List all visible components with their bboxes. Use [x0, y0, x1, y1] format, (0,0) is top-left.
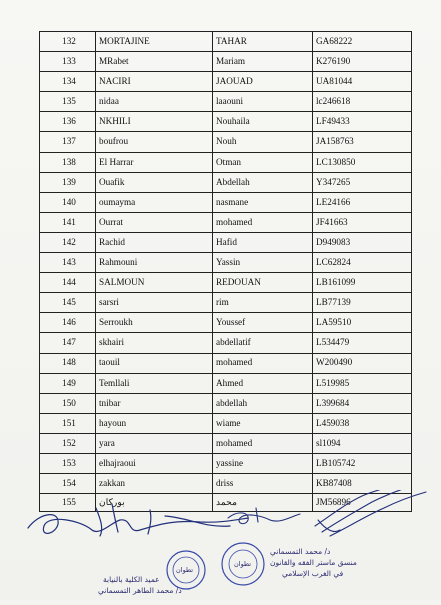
id-number-cell: LB77139: [313, 293, 412, 313]
first-name-cell: mohamed: [213, 433, 313, 453]
id-number-cell: L534479: [313, 333, 412, 353]
first-name-cell: محمد: [213, 494, 313, 512]
num-cell: 153: [40, 453, 96, 473]
table-row: [40, 413, 412, 433]
left-seal-city: تطوان: [176, 566, 194, 574]
id-number-cell: LC62824: [313, 253, 412, 273]
last-name-cell: tnibar: [96, 393, 213, 413]
num-cell: 142: [40, 232, 96, 252]
last-name-cell: El Harrar: [96, 152, 213, 172]
coordinator-name: د/ محمد التمسماني: [270, 547, 331, 556]
first-name-cell: wiame: [213, 413, 313, 433]
id-number-cell: Y347265: [313, 172, 412, 192]
table-row: [40, 192, 412, 212]
first-name-cell: abdellatif: [213, 333, 313, 353]
table-row: [40, 32, 412, 52]
id-number-cell: JF41663: [313, 212, 412, 232]
num-cell: 141: [40, 212, 96, 232]
last-name-cell: MORTAJINE: [96, 32, 213, 52]
table-row: [40, 152, 412, 172]
id-number-cell: LE24166: [313, 192, 412, 212]
last-name-cell: بوركان: [96, 494, 213, 512]
last-name-cell: Rahmouni: [96, 253, 213, 273]
id-number-cell: L459038: [313, 413, 412, 433]
last-name-cell: Ourrat: [96, 212, 213, 232]
num-cell: 145: [40, 293, 96, 313]
last-name-cell: oumayma: [96, 192, 213, 212]
last-name-cell: taouil: [96, 353, 213, 373]
dean-signature: [28, 504, 248, 536]
table-row: [40, 453, 412, 473]
num-cell: 148: [40, 353, 96, 373]
signatures-drawing: [0, 490, 441, 600]
table-row: [40, 373, 412, 393]
last-name-cell: hayoun: [96, 413, 213, 433]
first-name-cell: REDOUAN: [213, 273, 313, 293]
right-signature: [315, 490, 426, 536]
first-name-cell: nasmane: [213, 192, 313, 212]
num-cell: 154: [40, 474, 96, 494]
coordinator-role: منسق ماستر الفقه والقانون: [270, 558, 357, 567]
student-table-body: [40, 32, 412, 512]
first-name-cell: Hafid: [213, 232, 313, 252]
last-name-cell: Ouafik: [96, 172, 213, 192]
last-name-cell: Temllali: [96, 373, 213, 393]
table-row: [40, 132, 412, 152]
num-cell: 139: [40, 172, 96, 192]
id-number-cell: LC130850: [313, 152, 412, 172]
num-cell: 155: [40, 494, 96, 512]
last-name-cell: boufrou: [96, 132, 213, 152]
id-number-cell: K276190: [313, 52, 412, 72]
first-name-cell: JAOUAD: [213, 72, 313, 92]
first-name-cell: yassine: [213, 453, 313, 473]
student-table: [39, 31, 412, 512]
num-cell: 150: [40, 393, 96, 413]
id-number-cell: W200490: [313, 353, 412, 373]
signature-area: [0, 490, 441, 600]
first-name-cell: TAHAR: [213, 32, 313, 52]
first-name-cell: Yassin: [213, 253, 313, 273]
first-name-cell: mohamed: [213, 212, 313, 232]
last-name-cell: sarsri: [96, 293, 213, 313]
num-cell: 133: [40, 52, 96, 72]
num-cell: 134: [40, 72, 96, 92]
id-number-cell: lc246618: [313, 92, 412, 112]
last-name-cell: skhairi: [96, 333, 213, 353]
table-row: [40, 72, 412, 92]
first-name-cell: Abdellah: [213, 172, 313, 192]
table-row: [40, 353, 412, 373]
first-name-cell: Otman: [213, 152, 313, 172]
id-number-cell: UA81044: [313, 72, 412, 92]
last-name-cell: NACIRI: [96, 72, 213, 92]
last-name-cell: yara: [96, 433, 213, 453]
id-number-cell: D949083: [313, 232, 412, 252]
table-row: [40, 333, 412, 353]
first-name-cell: mohamed: [213, 353, 313, 373]
coordinator-region: في الغرب الإسلامي: [282, 569, 344, 578]
num-cell: 152: [40, 433, 96, 453]
table-row: [40, 52, 412, 72]
id-number-cell: JA158763: [313, 132, 412, 152]
num-cell: 137: [40, 132, 96, 152]
table-row: [40, 92, 412, 112]
last-name-cell: zakkan: [96, 474, 213, 494]
last-name-cell: SALMOUN: [96, 273, 213, 293]
num-cell: 146: [40, 313, 96, 333]
table-row: [40, 293, 412, 313]
num-cell: 149: [40, 373, 96, 393]
id-number-cell: LB161099: [313, 273, 412, 293]
table-row: [40, 232, 412, 252]
last-name-cell: NKHILI: [96, 112, 213, 132]
id-number-cell: L399684: [313, 393, 412, 413]
num-cell: 136: [40, 112, 96, 132]
first-name-cell: abdellah: [213, 393, 313, 413]
num-cell: 138: [40, 152, 96, 172]
num-cell: 132: [40, 32, 96, 52]
id-number-cell: L519985: [313, 373, 412, 393]
num-cell: 140: [40, 192, 96, 212]
num-cell: 135: [40, 92, 96, 112]
table-row: [40, 433, 412, 453]
dean-name: د/ محمد الطاهر التمسماني: [98, 586, 182, 595]
id-number-cell: LA59510: [313, 313, 412, 333]
id-number-cell: LF49433: [313, 112, 412, 132]
first-name-cell: Nouh: [213, 132, 313, 152]
first-name-cell: rim: [213, 293, 313, 313]
first-name-cell: Mariam: [213, 52, 313, 72]
right-seal-city: تطوان: [234, 560, 252, 568]
last-name-cell: Serroukh: [96, 313, 213, 333]
last-name-cell: Rachid: [96, 232, 213, 252]
id-number-cell: KB87408: [313, 474, 412, 494]
table-row: [40, 212, 412, 232]
id-number-cell: GA68222: [313, 32, 412, 52]
num-cell: 144: [40, 273, 96, 293]
table-row: [40, 393, 412, 413]
num-cell: 147: [40, 333, 96, 353]
id-number-cell: JM56896: [313, 494, 412, 512]
table-row: [40, 273, 412, 293]
table-row: [40, 112, 412, 132]
first-name-cell: Youssef: [213, 313, 313, 333]
first-name-cell: Ahmed: [213, 373, 313, 393]
dean-title: عميد الكلية بالنيابة: [103, 575, 160, 584]
first-name-cell: driss: [213, 474, 313, 494]
table-row: [40, 313, 412, 333]
coordinator-signature: [228, 508, 300, 524]
num-cell: 151: [40, 413, 96, 433]
table-row: [40, 172, 412, 192]
first-name-cell: Nouhaila: [213, 112, 313, 132]
first-name-cell: laaouni: [213, 92, 313, 112]
last-name-cell: MRabet: [96, 52, 213, 72]
last-name-cell: nidaa: [96, 92, 213, 112]
id-number-cell: sl1094: [313, 433, 412, 453]
num-cell: 143: [40, 253, 96, 273]
last-name-cell: elhajraoui: [96, 453, 213, 473]
id-number-cell: LB105742: [313, 453, 412, 473]
table-row: [40, 253, 412, 273]
